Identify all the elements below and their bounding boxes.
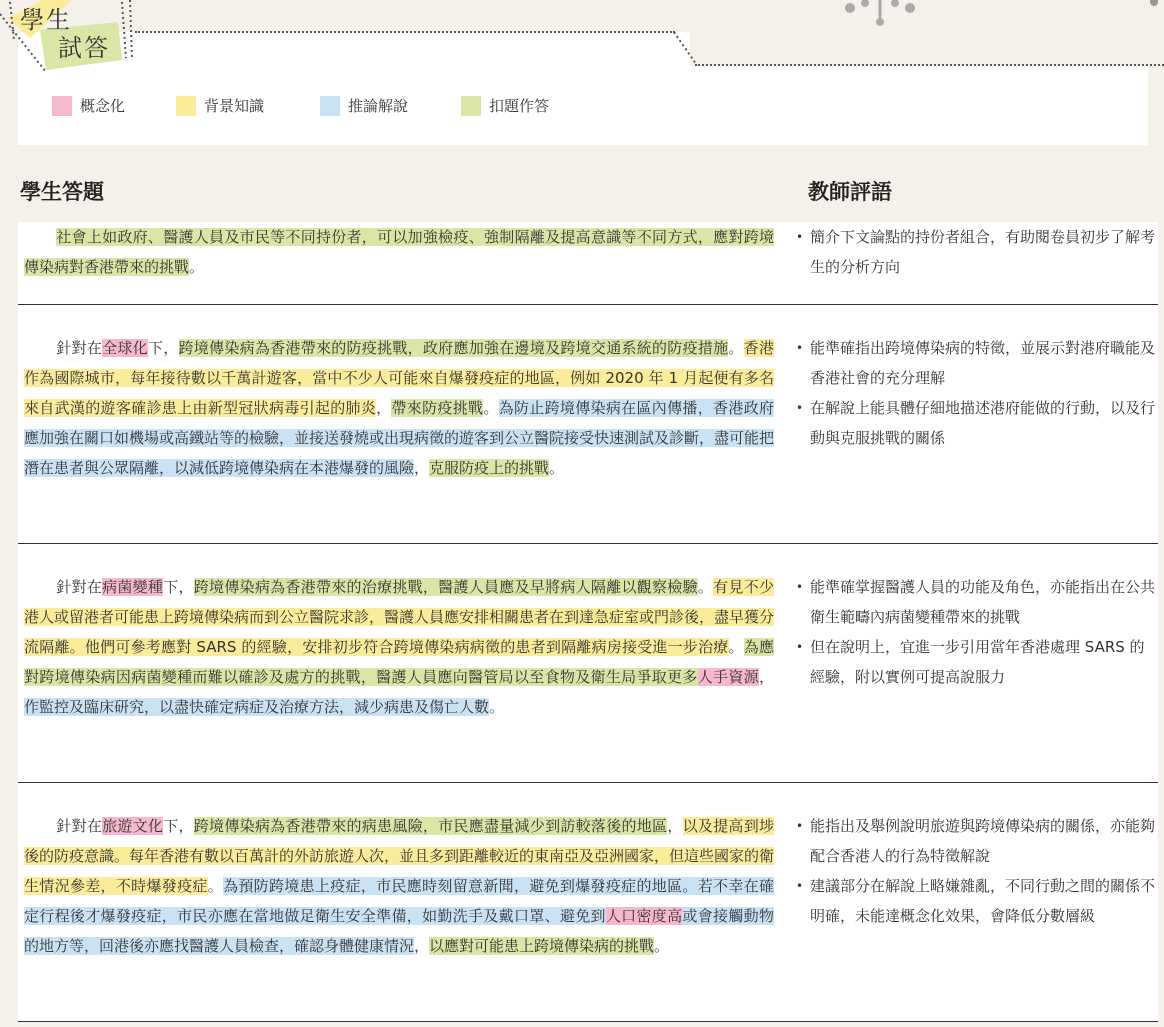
highlight-pink: 人口密度高: [605, 907, 683, 925]
comment-item: • 能準確掌握醫護人員的功能及角色，亦能指出在公共衛生範疇內病菌變種帶來的挑戰: [796, 572, 1156, 632]
highlight-blue: 為預防跨境患上疫症，市民應時刻留意新聞，避免到爆發疫症的地區。若不幸在確定行程後才爆發疫症，市民亦應在當地做足衛生安全準備，如勤洗手及戴口罩、避免到: [24, 877, 774, 925]
highlight-green: 帶來防疫挑戰: [391, 399, 484, 417]
legend-label: 扣題作答: [489, 97, 550, 115]
legend-label: 推論解說: [348, 97, 409, 115]
legend-item-background: [176, 95, 264, 116]
answer-text: ，: [414, 459, 430, 477]
logo-text-line1: 學生: [20, 6, 72, 34]
answer-text: 針對在: [56, 578, 103, 596]
comment-column-heading: 教師評語: [808, 180, 892, 204]
highlight-green: 克服防疫上的挑戰: [429, 459, 550, 477]
answer-row-3: [18, 544, 1158, 783]
comment-item: • 能指出及舉例說明旅遊與跨境傳染病的關係，亦能夠配合香港人的行為特徵解說: [796, 811, 1156, 871]
answer-column-heading: 學生答題: [20, 180, 104, 204]
student-answer: [24, 333, 774, 483]
highlight-green: 跨境傳染病為香港帶來的防疫挑戰，政府應加強在邊境及跨境交通系統的防疫措施: [178, 339, 729, 357]
highlight-yellow: 以及提高到埗後的防疫意識。每年香港有數以百萬計的外訪旅遊人次，並且多到距離較近的東南亞及亞洲國家，但這些國家的衛生情況參差，不時爆發疫症: [24, 817, 775, 895]
answer-text: 。: [207, 877, 224, 895]
student-answer: [24, 572, 774, 722]
answer-text: 。: [728, 638, 744, 656]
answer-text: 針對在: [56, 339, 103, 357]
answer-row-2: [18, 305, 1158, 544]
legend-swatch-pink: [52, 96, 72, 116]
answer-text: 針對在: [56, 817, 103, 835]
answer-text: 。: [728, 339, 744, 357]
highlight-green: 社會上如政府、醫護人員及市民等不同持份者，可以加強檢疫、強制隔離及提高意識等不同方式，應對跨境傳染病對香港帶來的挑戰: [24, 228, 774, 276]
highlight-yellow: 有見不少港人或留港者可能患上跨境傳染病而到公立醫院求診，醫護人員應安排相關患者在到達急症室或門診後，盡早獲分流隔離。他們可參考應對 SARS 的經驗，安排初步符合跨境傳染病病徵的患者到隔離病房接受進一步治療: [24, 578, 775, 656]
header-cutout: [690, 0, 1164, 66]
answer-text: ，: [667, 817, 683, 835]
highlight-pink: 人手資源: [697, 668, 759, 686]
highlight-blue: 為防止跨境傳染病在區內傳播，香港政府應加強在關口如機場或高鐵站等的檢驗，並接送發燒或出現病徵的遊客到公立醫院接受快速測試及診斷，盡可能把潛在患者與公眾隔離，以減低跨境傳染病在本港爆發的風險: [24, 399, 775, 477]
dotted-rule: [695, 64, 1164, 66]
highlight-blue: 作監控及臨床研究，以盡快確定病症及治療方法，減少病患及傷亡人數: [24, 698, 490, 716]
legend-swatch-yellow: [176, 96, 196, 116]
highlight-blue: 或會接觸動物的地方等，回港後亦應找醫護人員檢查，確認身體健康情況: [24, 907, 774, 955]
highlight-pink: 全球化: [102, 339, 148, 357]
answer-text: 。: [697, 578, 714, 596]
student-answer: [24, 811, 774, 961]
answer-row-4: [18, 783, 1158, 1022]
student-answer: [24, 222, 774, 282]
answer-text: ，: [376, 399, 392, 417]
answer-text: ，: [758, 668, 774, 686]
legend-item-reasoning: [320, 95, 408, 116]
logo-text-line2: 試答: [58, 34, 110, 62]
highlight-pink: 旅遊文化: [102, 817, 164, 835]
highlight-pink: 病菌變種: [102, 578, 164, 596]
answer-text: ，: [414, 937, 430, 955]
answer-text: 下，: [163, 578, 194, 596]
teacher-comments: [796, 333, 1156, 453]
comment-item: • 建議部分在解說上略嫌雜亂，不同行動之間的關係不明確，未能達概念化效果，會降低分數層級: [796, 871, 1156, 931]
comment-item: • 能準確指出跨境傳染病的特徵，並展示對港府職能及香港社會的充分理解: [796, 333, 1156, 393]
highlight-green: 跨境傳染病為香港帶來的治療挑戰，醫護人員應及早將病人隔離以觀察檢驗: [193, 578, 698, 596]
teacher-comments: [796, 222, 1156, 282]
answer-text: 。: [483, 399, 499, 417]
comment-item: • 簡介下文論點的持份者組合，有助閱卷員初步了解考生的分析方向: [796, 222, 1156, 282]
student-answer-logo: [0, 0, 140, 75]
highlight-green: 以應對可能患上跨境傳染病的挑戰: [429, 937, 655, 955]
comment-item: • 在解說上能具體仔細地描述港府能做的行動，以及行動與克服挑戰的關係: [796, 393, 1156, 453]
answer-row-1: [18, 222, 1158, 305]
answer-text: 。: [654, 937, 670, 955]
legend-label: 背景知識: [204, 97, 265, 115]
answer-text: 。: [189, 258, 205, 276]
answer-text: 。: [489, 698, 505, 716]
dotted-rule: [672, 31, 698, 67]
legend-label: 概念化: [80, 97, 126, 115]
answer-text: 下，: [147, 339, 179, 357]
highlight-green: 跨境傳染病為香港帶來的病患風險，市民應盡量減少到訪較落後的地區: [193, 817, 668, 835]
teacher-comments: [796, 572, 1156, 692]
legend-item-on-topic: [461, 95, 549, 116]
dotted-rule: [135, 31, 675, 33]
legend-item-conceptualize: [52, 95, 125, 116]
virus-decoration-icon: [840, 0, 920, 30]
legend-swatch-green: [461, 96, 481, 116]
highlight-green: 為應對跨境傳染病因病菌變種而難以確診及處方的挑戰，醫護人員應向醫管局以至食物及衛生局爭取更多: [24, 638, 774, 686]
legend-swatch-blue: [320, 96, 340, 116]
answer-text: 下，: [163, 817, 194, 835]
answer-text: 。: [549, 459, 565, 477]
teacher-comments: [796, 811, 1156, 931]
comment-item: • 但在說明上，宜進一步引用當年香港處理 SARS 的經驗，附以實例可提高說服力: [796, 632, 1156, 692]
highlight-yellow: 香港作為國際城市，每年接待數以千萬計遊客，當中不少人可能來自爆發疫症的地區，例如 2020 年 1 月起便有多名來自武漢的遊客確診患上由新型冠狀病毒引起的肺炎: [24, 339, 774, 417]
